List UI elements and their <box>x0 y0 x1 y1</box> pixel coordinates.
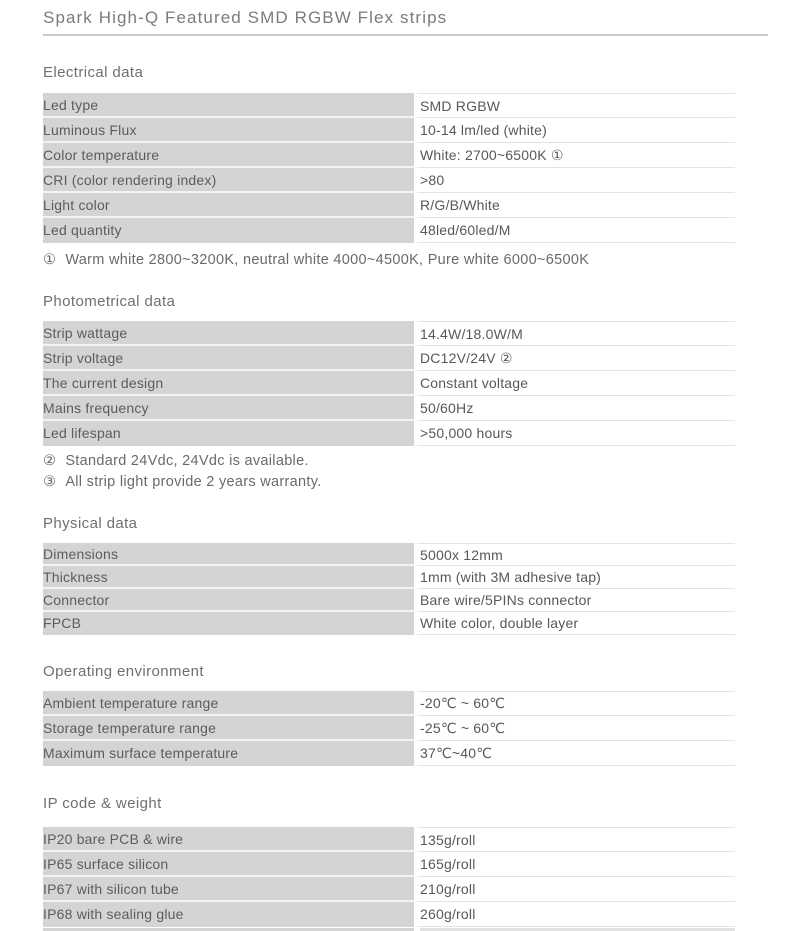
table-row <box>43 421 735 446</box>
spec-label-cell: Connector <box>43 589 414 612</box>
table-row <box>43 218 735 243</box>
footnote-2 <box>43 451 800 472</box>
table-row <box>43 566 735 589</box>
spec-label-cell: Mains frequency <box>43 396 414 421</box>
spec-label-cell: Ambient temperature range <box>43 691 414 716</box>
page-title: Spark High-Q Featured SMD RGBW Flex strips <box>43 8 448 27</box>
table-row <box>43 143 735 168</box>
section-electrical-data <box>43 63 800 271</box>
spec-label-cell: Light color <box>43 193 414 218</box>
section-heading-ip-weight: IP code & weight <box>43 795 162 812</box>
footnote-marker: ③ <box>43 474 57 490</box>
spec-label-cell: Led quantity <box>43 218 414 243</box>
section-photometrical-data <box>43 292 800 493</box>
spec-label-cell: Dimensions <box>43 543 414 566</box>
table-row <box>43 827 735 852</box>
section-heading-operating: Operating environment <box>43 663 204 680</box>
table-row <box>43 691 735 716</box>
spec-table-operating <box>43 691 735 766</box>
section-heading-electrical: Electrical data <box>43 64 144 81</box>
spec-value-cell: 165g/roll <box>414 852 735 877</box>
spec-value-cell: Constant voltage <box>414 371 735 396</box>
table-row <box>43 877 735 902</box>
spec-value-cell: -20℃ ~ 60℃ <box>414 691 735 716</box>
spec-value-cell: 1mm (with 3M adhesive tap) <box>414 566 735 589</box>
spec-label-cell: Led lifespan <box>43 421 414 446</box>
footnote-marker: ① <box>43 252 57 268</box>
table-row <box>43 902 735 927</box>
spec-value-cell: >50,000 hours <box>414 421 735 446</box>
table-row <box>43 589 735 612</box>
footnotes-photometrical <box>43 451 800 493</box>
spec-value-cell: 210g/roll <box>414 877 735 902</box>
title-divider <box>43 34 768 36</box>
table-row <box>43 543 735 566</box>
table-row <box>43 193 735 218</box>
spec-label-cell: Storage temperature range <box>43 716 414 741</box>
section-ip-code-weight <box>43 794 800 931</box>
spec-table-physical <box>43 543 735 635</box>
footnote-text: All strip light provide 2 years warranty. <box>65 474 322 490</box>
spec-value-cell: 10-14 lm/led (white) <box>414 118 735 143</box>
spec-label-cell: Strip wattage <box>43 321 414 346</box>
spec-value-cell: DC12V/24V ② <box>414 346 735 371</box>
spec-value-cell: Bare wire/5PINs connector <box>414 589 735 612</box>
table-row <box>43 716 735 741</box>
spec-label-cell: IP67 with silicon tube <box>43 877 414 902</box>
spec-value-cell: White: 2700~6500K ① <box>414 143 735 168</box>
spec-value-cell: 50/60Hz <box>414 396 735 421</box>
spec-label-cell: IP68 with sealing glue <box>43 902 414 927</box>
spec-label-cell: Thickness <box>43 566 414 589</box>
table-row <box>43 93 735 118</box>
spec-table-ip-weight <box>43 827 735 927</box>
section-heading-physical: Physical data <box>43 515 138 532</box>
footnote-text: Standard 24Vdc, 24Vdc is available. <box>65 453 309 469</box>
footnote-1 <box>43 250 800 271</box>
spec-value-cell: 48led/60led/M <box>414 218 735 243</box>
footnotes-electrical <box>43 250 800 271</box>
table-row <box>43 371 735 396</box>
table-row <box>43 612 735 635</box>
spec-label-cell: IP20 bare PCB & wire <box>43 827 414 852</box>
spec-value-cell: R/G/B/White <box>414 193 735 218</box>
table-row <box>43 741 735 766</box>
spec-value-cell: White color, double layer <box>414 612 735 635</box>
section-operating-environment <box>43 662 800 766</box>
spec-value-cell: SMD RGBW <box>414 93 735 118</box>
spec-label-cell: IP65 surface silicon <box>43 852 414 877</box>
section-heading-photometrical: Photometrical data <box>43 293 176 310</box>
spec-value-cell: -25℃ ~ 60℃ <box>414 716 735 741</box>
spec-label-cell: Maximum surface temperature <box>43 741 414 766</box>
footnote-text: Warm white 2800~3200K, neutral white 4000~4500K, Pure white 6000~6500K <box>65 252 590 268</box>
footnote-3 <box>43 472 800 493</box>
spec-table-photometrical <box>43 321 735 446</box>
spec-value-cell: 260g/roll <box>414 902 735 927</box>
spec-label-cell: Led type <box>43 93 414 118</box>
spec-value-cell: 135g/roll <box>414 827 735 852</box>
table-row <box>43 346 735 371</box>
spec-value-cell: 37℃~40℃ <box>414 741 735 766</box>
table-row <box>43 852 735 877</box>
spec-label-cell: The current design <box>43 371 414 396</box>
spec-value-cell: 5000x 12mm <box>414 543 735 566</box>
spec-label-cell: FPCB <box>43 612 414 635</box>
spec-label-cell: Color temperature <box>43 143 414 168</box>
spec-table-electrical <box>43 93 735 243</box>
spec-value-cell: >80 <box>414 168 735 193</box>
spec-label-cell: Luminous Flux <box>43 118 414 143</box>
spec-label-cell: CRI (color rendering index) <box>43 168 414 193</box>
table-row <box>43 118 735 143</box>
footnote-marker: ② <box>43 453 57 469</box>
table-row <box>43 168 735 193</box>
spec-label-cell: Strip voltage <box>43 346 414 371</box>
spec-value-cell: 14.4W/18.0W/M <box>414 321 735 346</box>
table-row <box>43 396 735 421</box>
table-row <box>43 321 735 346</box>
section-physical-data <box>43 514 800 635</box>
